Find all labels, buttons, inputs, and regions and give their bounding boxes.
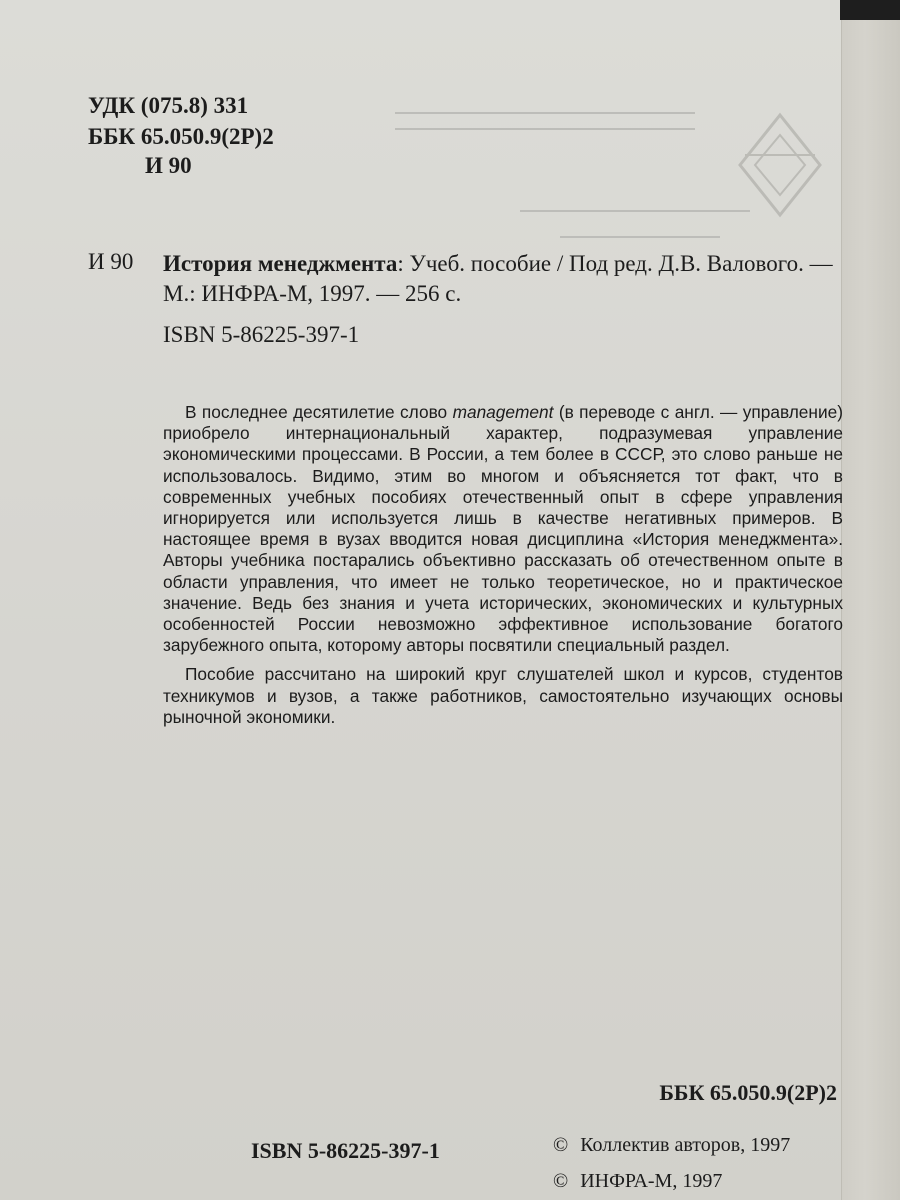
bibliographic-entry [163,249,853,309]
abstract-paragraph-1 [163,402,843,656]
entry-code: И 90 [88,249,134,274]
abstract-text: (в переводе с англ. — управление) приобрело интернациональный характер, подразумевая управление экономическими процессами. В России, а тем более в СССР, это слово раньше не использовалось. Видимо, этим во многом и объясняется тот факт, что в современных учебных пособиях отечественный опыт в сфере управления игнорируется или используется лишь в качестве негативных примеров. В настоящее время в вузах вводится новая дисциплина «История менеджмента». Авторы учебника постарались объективно рассказать об отечественном опыте в области управления, что имеет не только теоретическое, но и практическое значение. Ведь без знания и учета исторических, экономических и культурных особенностей России невозможно эффективное использование богатого зарубежного опыта, которому авторы посвятили специальный раздел. [163,402,843,656]
book-title: История менеджмента [163,251,398,276]
cover-corner [840,0,900,20]
entry-details: : Учеб. пособие / Под ред. Д.В. Валового. — М.: ИНФРА-М, 1997. — 256 с. [163,251,833,306]
show-through-line [520,210,750,212]
copyright-publisher-text: ИНФРА-М, 1997 [580,1170,723,1192]
abstract-term: management [452,402,554,422]
show-through-band [395,112,695,130]
bbk-code: ББК 65.050.9(2Р)2 [88,124,274,149]
entry-isbn: ISBN 5-86225-397-1 [163,322,360,347]
copyright-publisher [553,1170,722,1193]
abstract [163,402,843,728]
udk-code: УДК (075.8) 331 [88,93,249,118]
copyright-icon: © [553,1170,569,1192]
footer-bbk: ББК 65.050.9(2Р)2 [659,1080,837,1105]
copyright-icon: © [553,1134,569,1156]
author-mark: И 90 [145,153,192,178]
abstract-text: В последнее десятилетие слово [185,402,453,422]
footer-isbn: ISBN 5-86225-397-1 [251,1138,440,1163]
abstract-paragraph-2: Пособие рассчитано на широкий круг слушателей школ и курсов, студентов техникумов и вузов, а также работников, самостоятельно изучающих основы рыночной экономики. [163,664,843,727]
copyright-authors [553,1134,790,1157]
page-edge [841,0,900,1200]
show-through-logo-icon [735,110,825,220]
show-through-line [560,236,720,238]
copyright-authors-text: Коллектив авторов, 1997 [580,1134,791,1156]
